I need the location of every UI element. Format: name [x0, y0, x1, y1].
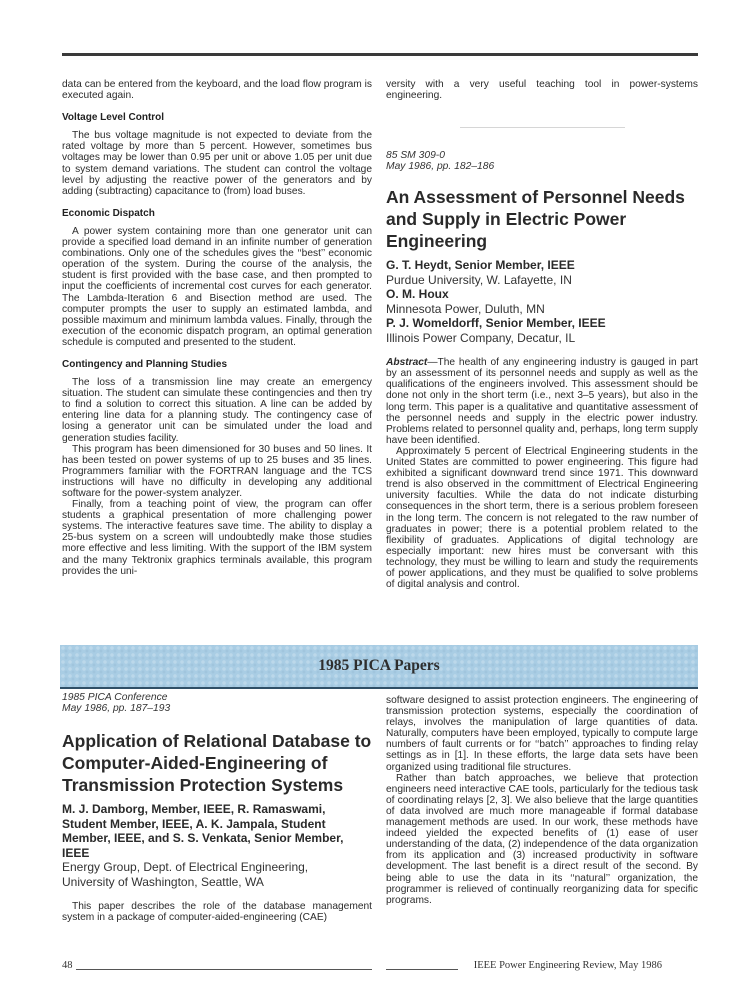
- footer-rule: [76, 969, 372, 970]
- article-reference: [386, 150, 698, 172]
- reference-number: 85 SM 309-0: [386, 150, 445, 162]
- reference-conference: 1985 PICA Conference: [62, 692, 168, 703]
- author-affiliation: Minnesota Power, Duluth, MN: [386, 301, 545, 316]
- page-number: 48: [62, 960, 73, 971]
- page-footer: [62, 960, 698, 974]
- author-list: M. J. Damborg, Member, IEEE, R. Ramaswami, Student Member, IEEE, A. K. Jampala, Student Member, IEEE, and S. S. Venkata, Senior Member, IEEE: [62, 802, 344, 860]
- author-affiliation: University of Washington, Seattle, WA: [62, 874, 264, 889]
- author-affiliation: Purdue University, W. Lafayette, IN: [386, 272, 572, 287]
- article-title: Application of Relational Database to Computer-Aided-Engineering of Transmission Protection Systems: [62, 731, 372, 795]
- journal-name: IEEE Power Engineering Review, May 1986: [473, 960, 662, 971]
- author-affiliation: Energy Group, Dept. of Electrical Engineering,: [62, 860, 309, 874]
- continuation-text: data can be entered from the keyboard, and the load flow program is executed again.: [62, 79, 372, 102]
- reference-date-pages: May 1986, pp. 182–186: [386, 161, 495, 173]
- author-block: [386, 258, 698, 345]
- article-separator: [460, 127, 625, 128]
- paragraph: A power system containing more than one generator unit can provide a specified load demand in an infinite number of generation combinations. Only one of the schedules gives the ‘‘best’’ economic operation of the system. During the course of the analysis, the student is first provided with the base case, and then prompted to input the coefficients of incremental cost curves for each generator. The Lambda-Iteration 6 and Bisection method are used. The computer prompts the user to supply an estimated lambda, and possible maximum and minimum lambda values. Finally, through the execution of the economic dispatch program, an optimal generation schedule is computed and presented to the student.: [62, 225, 372, 348]
- continuation-text: versity with a very useful teaching tool in power-systems engineering.: [386, 79, 698, 102]
- paragraph: Rather than batch approaches, we believe that protection engineers need interactive CAE tools, particularly for the tedious task of coordinating relays [2, 3]. We also believe that the large quantities of data involved are much more manageable if formal database management methods are used. In our work, these methods have indeed yielded the expected benefits of (1) ease of user understanding of the data, (2) independence of the data organization from its application and (3) increased productivity in software development. The last benefit is a direct result of the second. By being able to use the data in its ‘‘natural’’ organization, the programmer is relieved of continually reorganizing data for specific programs.: [386, 772, 698, 906]
- author-affiliation: Illinois Power Company, Decatur, IL: [386, 330, 576, 345]
- section-heading-economic-dispatch: Economic Dispatch: [62, 207, 155, 219]
- abstract: [386, 357, 698, 446]
- section-banner: [60, 645, 698, 689]
- author-name: P. J. Womeldorff, Senior Member, IEEE: [386, 316, 606, 331]
- abstract-label: Abstract: [386, 357, 428, 369]
- header-rule: [62, 53, 698, 56]
- section-heading-contingency: Contingency and Planning Studies: [62, 358, 228, 370]
- paragraph: This program has been dimensioned for 30 buses and 50 lines. It has been tested on power systems of up to 25 buses and 35 lines. Programmers familiar with the FORTRAN language and the TCS instructions will have no difficulty in developing any additional software for the power-system analyzer.: [62, 443, 372, 499]
- author-name: O. M. Houx: [386, 287, 449, 302]
- paragraph: Approximately 5 percent of Electrical Engineering students in the United States are committed to power engineering. This figure had exhibited a significant downward trend since 1971. This downward trend is also observed in the committment of Electrical Engineering university faculties. While the data do not indicate disturbing consequences in the short term, there is a serious problem foreseen in the long term. The concern is not relegated to the raw number of graduates in power; there is a potential problem related to the flexibility of graduates. Applications of digital technology are especially important: new hires must be conversant with this technology, they must be willing to learn and study the requirements of power applications, and they must be qualified to solve problems of digital analysis and control.: [386, 445, 698, 591]
- article-reference: [62, 692, 372, 714]
- right-column-bottom: [386, 695, 698, 906]
- paragraph: The loss of a transmission line may create an emergency situation. The student can simulate these contingencies and then try to find a solution to correct this situation. A line can be added by entering line data for a planning study. The contingency case of losing a generator unit can be simulated under the load and generation studies facility.: [62, 377, 372, 444]
- reference-date-pages: May 1986, pp. 187–193: [62, 703, 171, 714]
- paragraph: This paper describes the role of the database management system in a package of computer-aided-engineering (CAE): [62, 901, 372, 924]
- footer-rule: [386, 969, 458, 970]
- left-column-bottom: [62, 692, 372, 923]
- article-title: An Assessment of Personnel Needs and Supply in Electric Power Engineering: [386, 187, 685, 252]
- right-column-top: [386, 79, 698, 590]
- author-name: G. T. Heydt, Senior Member, IEEE: [386, 258, 575, 273]
- left-column-top: [62, 79, 372, 577]
- paragraph: software designed to assist protection engineers. The engineering of transmission protection systems, especially the coordination of relays, involves the manipulation of large quantities of data. Naturally, computers have been employed, typically to compute large numbers of fault currents or for ‘‘batch’’ approaches to finding relay settings as in [1]. In these efforts, the large data sets have been organized using traditional file structures.: [386, 695, 698, 773]
- section-heading-voltage-level-control: Voltage Level Control: [62, 112, 165, 124]
- banner-title: 1985 PICA Papers: [318, 657, 440, 674]
- paragraph: Finally, from a teaching point of view, the program can offer students a graphical presentation of more challenging power systems. The interactive features save time. The ability to display a 25-bus system on a screen will undoubtedly make those studies more effective and less limiting. With the support of the IBM system and the many Tektronix graphics terminals available, this program provides the uni-: [62, 499, 372, 577]
- paragraph: The bus voltage magnitude is not expected to deviate from the rated voltage by more than 5 percent. However, sometimes bus voltages may be lower than 0.95 per unit or above 1.05 per unit due to system demand variations. The student can control the voltage level by adjusting the reactive power of the generators and by adding (subtracting) capacitance to (from) load buses.: [62, 130, 372, 197]
- abstract-text: —The health of any engineering industry is gauged in part by an assessment of its personnel needs and supply as well as the qualifications of the engineers involved. This assessment should be done not only in the short term (i.e., next 3–5 years), but also in the long term. This paper is a qualitative and quantitative assessment of the personnel needs and supply in the electric power industry. Problems related to personnel quality and, perhaps, long term supply have been identified.: [386, 357, 698, 446]
